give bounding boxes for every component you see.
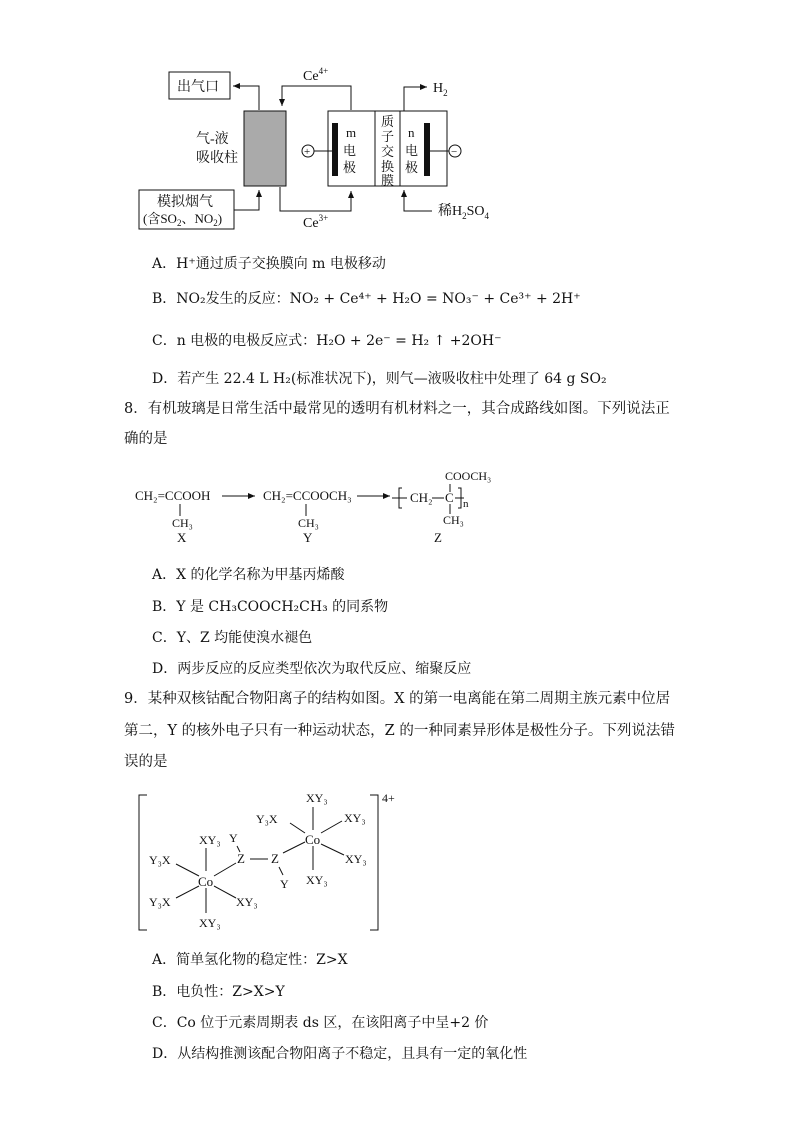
q9-stem-line-1: 9．某种双核钴配合物阳离子的结构如图。X 的第一电离能在第二周期主族元素中位居 — [124, 691, 671, 707]
ligand-co1-downright: XY₃ — [236, 895, 258, 909]
y-right: Y — [280, 877, 289, 891]
flue-gas-label-1: 模拟烟气 — [157, 195, 213, 210]
ligand-co1-downleft: Y₃X — [149, 895, 171, 909]
flue-gas-arrow — [234, 190, 259, 210]
co-right: Co — [305, 832, 321, 847]
q7-option-b: B．NO₂发生的反应：NO₂ + Ce⁴⁺ + H₂O = NO₃⁻ + Ce³⁺ + 2H⁺ — [152, 291, 581, 307]
q9-stem-line-3: 误的是 — [124, 754, 168, 770]
q9-option-a: A．简单氢化物的稳定性：Z>X — [152, 952, 348, 968]
z-left: Z — [237, 851, 245, 866]
n-electrode — [424, 123, 430, 176]
z-methyl: CH₃ — [443, 513, 464, 527]
h2so4-arrow — [404, 190, 432, 211]
membrane-label-4: 换 — [381, 159, 395, 174]
ce4-label: $Ce^{4+}$ — [303, 66, 329, 84]
q9-option-b: B．电负性：Z>X>Y — [152, 984, 285, 1000]
m-electrode-label-1: m — [346, 125, 357, 140]
q8-stem-line-1: 8．有机玻璃是日常生活中最常见的透明有机材料之一，其合成路线如图。下列说法正 — [124, 401, 670, 417]
bond-co1-downleft — [176, 886, 199, 898]
ligand-co1-bottom: XY₃ — [199, 916, 221, 930]
q8-option-a: A．X 的化学名称为甲基丙烯酸 — [152, 567, 345, 583]
y-label: Y — [303, 530, 313, 545]
z-right: Z — [271, 851, 279, 866]
y-methyl: CH₃ — [298, 516, 319, 530]
q8-synthesis-route — [0, 460, 794, 550]
m-electrode — [332, 123, 338, 176]
column-label-2: 吸收柱 — [196, 151, 238, 166]
ligand-co2-upleft: Y₃X — [256, 812, 278, 826]
q8-option-b: B．Y 是 CH₃COOCH₂CH₃ 的同系物 — [152, 599, 389, 615]
bond-co1-downright — [214, 886, 236, 898]
x-methyl: CH₃ — [172, 516, 193, 530]
h2-label: $H_2$ — [433, 81, 448, 98]
y-left: Y — [229, 831, 238, 845]
left-bracket — [139, 795, 147, 930]
column-label-1: 气-液 — [196, 132, 229, 147]
bond-co1-upleft — [176, 864, 199, 876]
z-label: Z — [434, 530, 442, 545]
h2-arrow — [404, 87, 427, 111]
n-electrode-label-1: n — [408, 125, 415, 140]
ligand-co1-upleft: Y₃X — [149, 853, 171, 867]
ligand-co1-top: XY₃ — [199, 833, 221, 847]
q8-option-c: C．Y、Z 均能使溴水褪色 — [152, 630, 313, 646]
z-ester-group: COOCH₃ — [445, 469, 492, 483]
outlet-arrow — [233, 86, 259, 110]
ce4-flow-arrow — [282, 86, 351, 110]
bond-co2-downright — [321, 844, 344, 855]
y-formula: CH₂=CCOOCH₃ — [263, 488, 352, 503]
right-bracket — [370, 795, 378, 930]
ligand-co2-bottom: XY₃ — [306, 873, 328, 887]
bond-co2-upright — [321, 821, 342, 833]
ligand-co2-upright: XY₃ — [344, 811, 366, 825]
negative-sign: − — [451, 146, 458, 158]
q7-option-a: A．H⁺通过质子交换膜向 m 电极移动 — [152, 256, 386, 272]
q7-option-d: D．若产生 22.4 L H₂(标准状况下)，则气—液吸收柱中处理了 64 g SO₂ — [152, 371, 607, 387]
ce3-label: $Ce^{3+}$ — [303, 213, 329, 231]
z-carbon: C — [445, 490, 454, 505]
z-n: n — [463, 498, 469, 510]
q9-stem-line-2: 第二，Y 的核外电子只有一种运动状态，Z 的一种同素异形体是极性分子。下列说法错 — [124, 723, 675, 739]
q8-stem-line-2: 确的是 — [124, 431, 168, 447]
co-left: Co — [198, 874, 214, 889]
ligand-co2-top: XY₃ — [306, 791, 328, 805]
n-electrode-label-2: 电 — [405, 143, 419, 158]
m-electrode-label-2: 电 — [343, 143, 357, 158]
q9-option-d: D．从结构推测该配合物阳离子不稳定，且具有一定的氧化性 — [152, 1046, 528, 1062]
q9-complex-structure — [0, 785, 794, 935]
m-electrode-label-3: 极 — [343, 160, 357, 175]
membrane-label-3: 交 — [381, 144, 395, 159]
q8-option-d: D．两步反应的反应类型依次为取代反应、缩聚反应 — [152, 661, 472, 677]
x-label: X — [177, 530, 187, 545]
n-electrode-label-3: 极 — [405, 160, 419, 175]
bond-co2-upleft — [290, 823, 305, 833]
membrane-label-2: 子 — [381, 129, 395, 144]
membrane-label-5: 膜 — [381, 173, 395, 188]
h2so4-label: 稀$H_2SO_4$ — [438, 204, 490, 221]
membrane-label-1: 质 — [381, 114, 395, 129]
q9-option-c: C．Co 位于元素周期表 ds 区，在该阳离子中呈+2 价 — [152, 1015, 489, 1031]
positive-sign: + — [304, 146, 311, 158]
z-ch2: CH₂ — [410, 490, 433, 505]
bond-z-co2 — [283, 842, 305, 853]
q7-option-c: C．n 电极的电极反应式：H₂O + 2e⁻ = H₂ ↑ +2OH⁻ — [152, 333, 502, 349]
flue-gas-label-2: (含$SO_2$、$NO_2$) — [143, 211, 223, 228]
charge-label: 4+ — [382, 791, 395, 805]
absorption-column — [244, 111, 286, 186]
bond-co1-z — [214, 863, 236, 876]
outlet-label: 出气口 — [177, 80, 219, 95]
electrolysis-diagram — [0, 0, 794, 250]
bond-z-y-right — [279, 867, 283, 875]
ligand-co2-downright: XY₃ — [345, 852, 367, 866]
x-formula: CH₂=CCOOH — [135, 488, 211, 503]
ce3-flow-arrow — [280, 187, 351, 211]
